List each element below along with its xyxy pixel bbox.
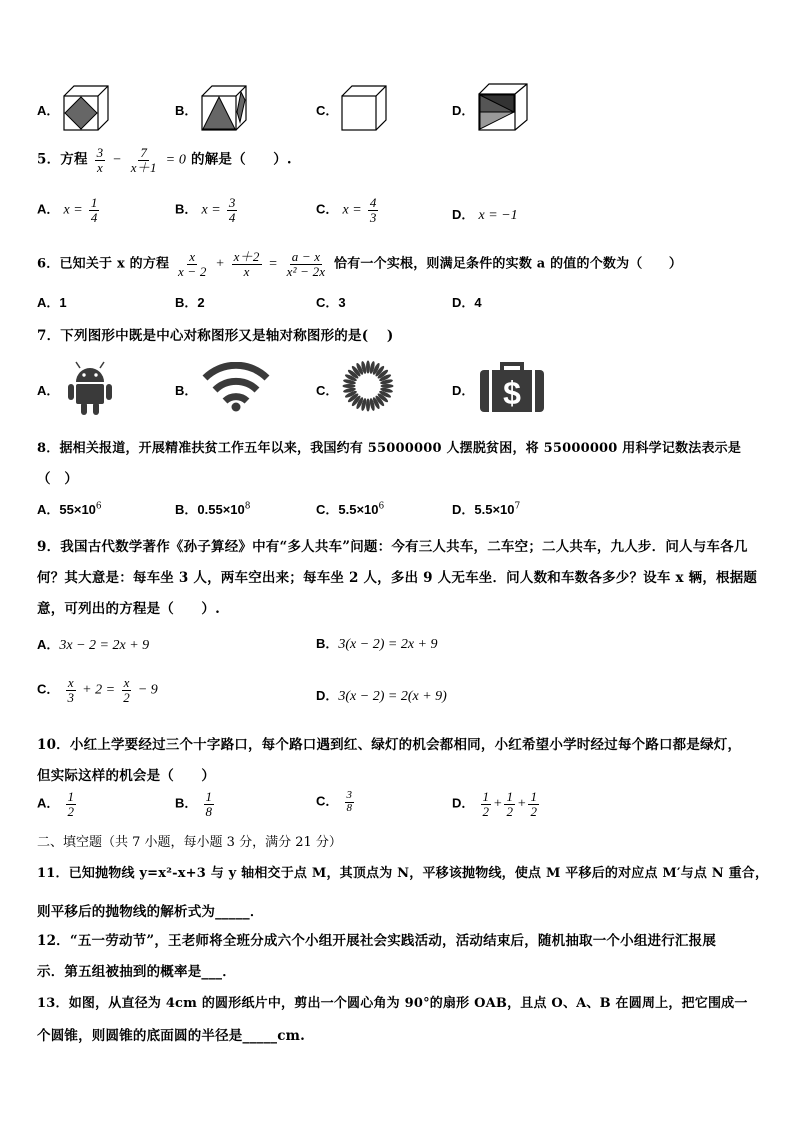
q4-option-a: A． xyxy=(37,103,60,118)
q10-option-a: A． $\frac{1}{2}$ xyxy=(37,789,75,819)
q6-option-b: B．2 xyxy=(175,295,205,310)
android-icon xyxy=(68,360,112,416)
q6-option-c: C．3 xyxy=(316,295,346,310)
q7-option-d: D． xyxy=(452,383,475,398)
q10-line2: 但实际这样的机会是（ ） xyxy=(37,768,216,784)
q4-option-c: C． xyxy=(316,103,339,118)
cube-figure-c xyxy=(340,84,388,132)
q7-option-c: C． xyxy=(316,383,339,398)
q7-option-b: B． xyxy=(175,383,198,398)
q8-option-b: B．$0.55\times 10^8$ xyxy=(175,501,251,517)
q10-option-c: C． $\frac{3}{8}$ xyxy=(316,789,353,814)
q11-line2: 则平移后的抛物线的解析式为_____． xyxy=(37,904,264,920)
section-fill-in-title: 二、填空题（共 7 小题，每小题 3 分，满分 21 分） xyxy=(37,835,342,850)
q13-line1: 13．如图，从直径为 4cm 的圆形纸片中，剪出一个圆心角为 90°的扇形 OAB，且点 O、A、B 在圆周上，把它围成一 xyxy=(37,996,748,1011)
q9-option-c: C． $\frac{x}{3}$ + 2 = $\frac{x}{2}$ − 9 xyxy=(37,675,158,705)
q5-option-a: A． x = $\frac{1}{4}$ xyxy=(37,195,98,225)
q10-option-b: B． $\frac{1}{8}$ xyxy=(175,789,213,819)
q8-option-d: D．$5.5\times 10^7$ xyxy=(452,501,521,517)
cube-figure-d xyxy=(477,82,529,132)
cube-figure-b xyxy=(200,84,248,132)
q8-line2: （ ） xyxy=(37,471,79,487)
svg-text:$: $ xyxy=(503,375,521,411)
q9-option-d: D．3(x − 2) = 2(x + 9) xyxy=(316,688,447,704)
q5-option-b: B． x = $\frac{3}{4}$ xyxy=(175,195,236,225)
q9-option-a: A．3x − 2 = 2x + 9 xyxy=(37,637,150,653)
q10-line1: 10．小红上学要经过三个十字路口，每个路口遇到红、绿灯的机会都相同，小红希望小学时经过每个路口都是绿灯， xyxy=(37,737,742,753)
q11-line1: 11．已知抛物线 y=x²-x+3 与 y 轴相交于点 M，其顶点为 N，平移该抛物线，使点 M 平移后的对应点 M′与点 N 重合， xyxy=(37,866,769,881)
q9-line3: 意，可列出的方程是（ ）. xyxy=(37,601,220,617)
q9-option-b: B．3(x − 2) = 2x + 9 xyxy=(316,636,438,652)
wifi-icon xyxy=(201,362,271,412)
q13-line2: 个圆锥，则圆锥的底面圆的半径是_____cm. xyxy=(37,1028,306,1044)
q7-option-a: A． xyxy=(37,383,60,398)
q8-option-c: C．$5.5\times 10^6$ xyxy=(316,501,385,517)
q6-stem: 6．已知关于 x 的方程 $\frac{x}{x - 2}$ + $\frac{x+2}{x}$ = $\frac{a - x}{\text{x² − 2x}}$ 恰有一个实根，则满足条件的实数 a 的值的个数为（ ） xyxy=(37,249,683,279)
q5-option-c: C． x = $\frac{4}{3}$ xyxy=(316,195,377,225)
q12-line2: 示．第五组被抽到的概率是___． xyxy=(37,964,236,980)
q9-line2: 何？其大意是：每车坐 3 人，两车空出来；每车坐 2 人，多出 9 人无车坐．问人数和车数各多少？设车 x 辆，根据题 xyxy=(37,570,758,586)
q9-line1: 9．我国古代数学著作《孙子算经》中有“多人共车”问题：今有三人共车，二车空；二人共车，九人步．问人与车各几 xyxy=(37,539,748,555)
q6-option-d: D．4 xyxy=(452,295,482,310)
q4-option-b: B． xyxy=(175,103,198,118)
q5-stem: 5．方程 $\frac{3}{x}$ − $\frac{7}{x+1}$ = 0 的解是（ ）. xyxy=(37,145,292,175)
sunburst-ray xyxy=(343,384,356,388)
sunburst-ray xyxy=(381,384,394,388)
sunburst-ray xyxy=(366,361,370,374)
cube-figure-a xyxy=(62,84,110,132)
q8-option-a: A．$55\times 10^6$ xyxy=(37,501,102,517)
dollar-briefcase-icon xyxy=(478,360,546,414)
q4-option-d: D． xyxy=(452,103,475,118)
q10-option-d: D． $\frac{1}{2}$ + $\frac{1}{2}$ + $\frac{1}{2}$ xyxy=(452,789,537,819)
q7-stem: 7．下列图形中既是中心对称图形又是轴对称图形的是( ) xyxy=(37,328,394,344)
q6-option-a: A．1 xyxy=(37,295,67,310)
sunburst-icon xyxy=(340,358,396,414)
q5-option-d: D． x = −1 xyxy=(452,207,518,223)
q8-line1: 8．据相关报道，开展精准扶贫工作五年以来，我国约有 55000000 人摆脱贫困，将 55000000 用科学记数法表示是 xyxy=(37,441,742,456)
sunburst-ray xyxy=(366,399,370,412)
q12-line1: 12．“五一劳动节”，王老师将全班分成六个小组开展社会实践活动，活动结束后，随机抽取一个小组进行汇报展 xyxy=(37,933,717,949)
